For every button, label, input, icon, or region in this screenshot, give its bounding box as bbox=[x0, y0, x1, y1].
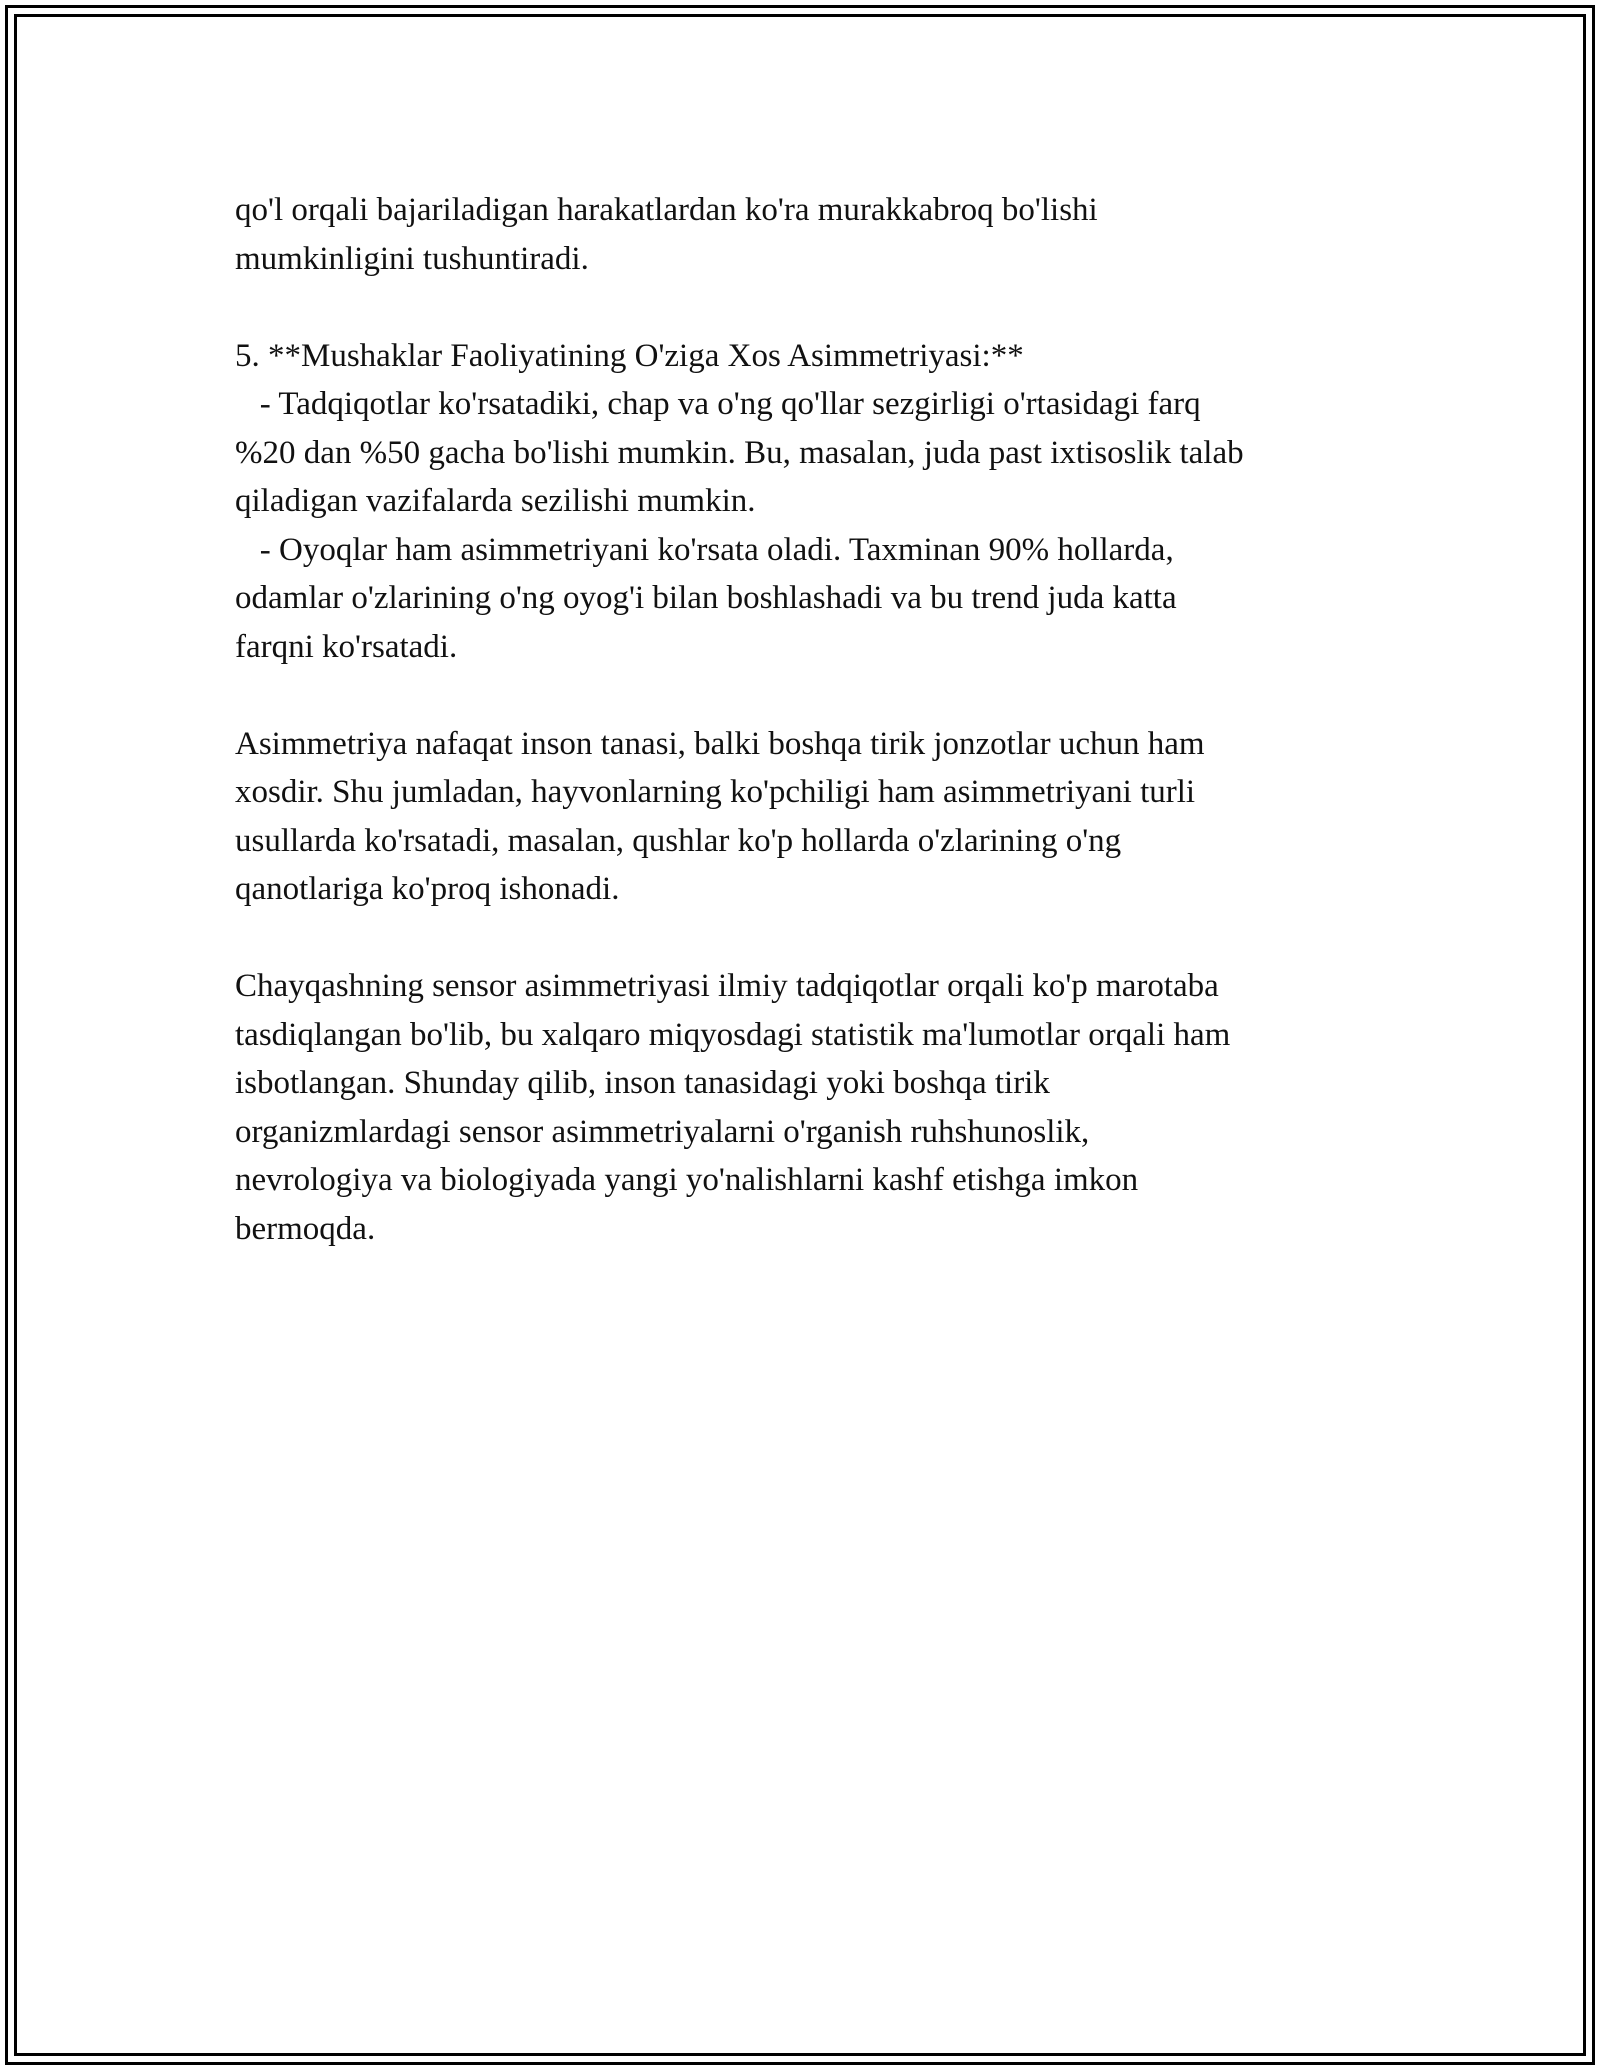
text-line: odamlar o'zlarining o'ng oyog'i bilan boshlashadi va bu trend juda katta bbox=[235, 580, 1177, 616]
text-line: usullarda ko'rsatadi, masalan, qushlar ko'p hollarda o'zlarining o'ng bbox=[235, 822, 1122, 859]
text-line: nevrologiya va biologiyada yangi yo'nalishlarni kashf etishga imkon bbox=[235, 1162, 1139, 1198]
paragraph-continuation bbox=[235, 186, 1395, 283]
document-body bbox=[235, 186, 1395, 1253]
text-line: %20 dan %50 gacha bo'lishi mumkin. Bu, masalan, juda past ixtisoslik talab bbox=[235, 434, 1244, 471]
text-line: bermoqda. bbox=[235, 1210, 376, 1247]
text-line: mumkinligini tushuntiradi. bbox=[235, 240, 589, 277]
text-line: - Tadqiqotlar ko'rsatadiki, chap va o'ng qo'llar sezgirligi o'rtasidagi farq bbox=[235, 386, 1201, 422]
text-line: - Oyoqlar ham asimmetriyani ko'rsata oladi. Taxminan 90% hollarda, bbox=[235, 531, 1174, 568]
text-line: organizmlardagi sensor asimmetriyalarni o'rganish ruhshunoslik, bbox=[235, 1113, 1090, 1150]
paragraph-section-5 bbox=[235, 332, 1395, 672]
text-line: qiladigan vazifalarda sezilishi mumkin. bbox=[235, 483, 756, 519]
text-line: qanotlariga ko'proq ishonadi. bbox=[235, 871, 620, 907]
text-line: tasdiqlangan bo'lib, bu xalqaro miqyosdagi statistik ma'lumotlar orqali ham bbox=[235, 1016, 1231, 1053]
paragraph-spacer bbox=[235, 671, 1395, 720]
section-heading: 5. **Mushaklar Faoliyatining O'ziga Xos Asimmetriyasi:** bbox=[235, 337, 1024, 374]
text-line: xosdir. Shu jumladan, hayvonlarning ko'pchiligi ham asimmetriyani turli bbox=[235, 774, 1196, 810]
text-line: qo'l orqali bajariladigan harakatlardan ko'ra murakkabroq bo'lishi bbox=[235, 192, 1098, 228]
text-line: Chayqashning sensor asimmetriyasi ilmiy tadqiqotlar orqali ko'p marotaba bbox=[235, 968, 1219, 1004]
text-line: Asimmetriya nafaqat inson tanasi, balki boshqa tirik jonzotlar uchun ham bbox=[235, 725, 1205, 762]
paragraph-conclusion bbox=[235, 962, 1395, 1253]
text-line: farqni ko'rsatadi. bbox=[235, 628, 458, 665]
paragraph-spacer bbox=[235, 283, 1395, 332]
paragraph-spacer bbox=[235, 914, 1395, 963]
paragraph-animals bbox=[235, 720, 1395, 914]
text-line: isbotlangan. Shunday qilib, inson tanasidagi yoki boshqa tirik bbox=[235, 1065, 1050, 1101]
